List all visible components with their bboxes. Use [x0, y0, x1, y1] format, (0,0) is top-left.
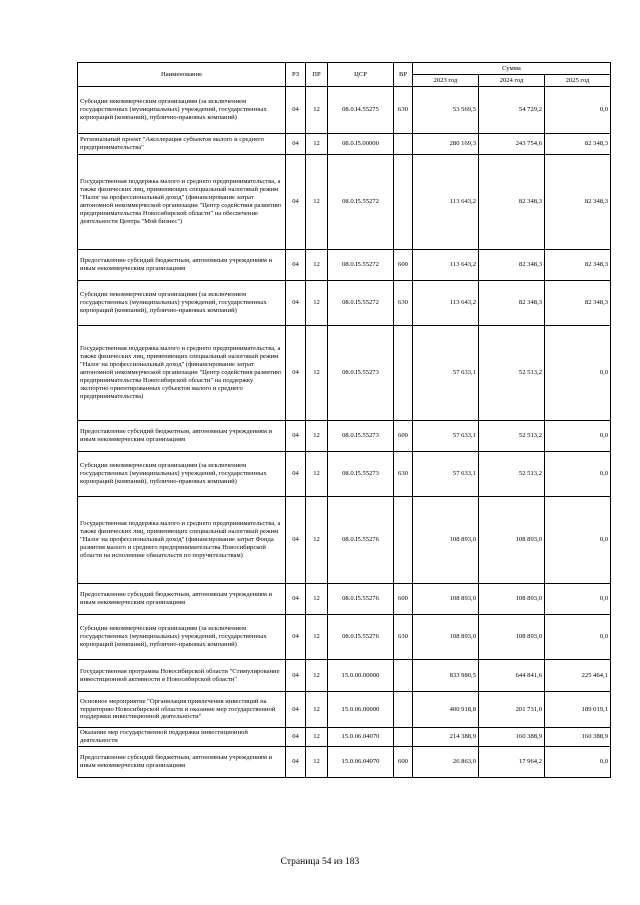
cell-y2023: 108 893,0: [413, 497, 479, 584]
cell-rz: 04: [286, 692, 306, 728]
col-header-2023: 2023 год: [413, 75, 479, 87]
cell-y2025: 189 019,1: [545, 692, 611, 728]
cell-csr: 08.0.I5.55276: [328, 615, 394, 660]
cell-y2025: 0,0: [545, 87, 611, 134]
cell-y2024: 108 893,0: [479, 615, 545, 660]
table-row: [78, 155, 611, 250]
cell-y2025: 0,0: [545, 452, 611, 497]
cell-y2023: 108 893,0: [413, 584, 479, 615]
cell-csr: 08.0.I4.55275: [328, 87, 394, 134]
table-row: [78, 692, 611, 728]
cell-y2024: 243 754,6: [479, 134, 545, 155]
cell-vr: 630: [394, 615, 413, 660]
cell-name: Субсидии некоммерческим организациям (за исключением государственных (муниципальных) учреждений, государственных корпораций (компаний), публично-правовых компаний): [78, 615, 286, 660]
cell-y2024: 108 893,0: [479, 497, 545, 584]
cell-pr: 12: [306, 452, 328, 497]
col-header-vr: ВР: [394, 63, 413, 87]
cell-y2024: 82 348,3: [479, 281, 545, 326]
cell-csr: 08.0.I5.55276: [328, 584, 394, 615]
cell-name: Субсидии некоммерческим организациям (за исключением государственных (муниципальных) учреждений, государственных корпораций (компаний), публично-правовых компаний): [78, 452, 286, 497]
cell-y2023: 214 388,9: [413, 728, 479, 747]
cell-csr: 15.0.06.04070: [328, 728, 394, 747]
col-header-sum: Сумма: [413, 63, 611, 75]
cell-pr: 12: [306, 497, 328, 584]
cell-y2025: 0,0: [545, 421, 611, 452]
cell-rz: 04: [286, 87, 306, 134]
cell-y2025: 0,0: [545, 497, 611, 584]
cell-csr: 08.0.I5.55272: [328, 155, 394, 250]
cell-y2024: 82 348,3: [479, 155, 545, 250]
cell-name: Предоставление субсидий бюджетным, автономным учреждениям и иным некоммерческим организациям: [78, 584, 286, 615]
cell-y2023: 400 918,8: [413, 692, 479, 728]
cell-y2023: 113 643,2: [413, 250, 479, 281]
cell-csr: 15.0.00.00000: [328, 660, 394, 692]
cell-pr: 12: [306, 421, 328, 452]
cell-y2025: 0,0: [545, 615, 611, 660]
table-row: [78, 250, 611, 281]
cell-csr: 08.0.I5.55273: [328, 326, 394, 421]
cell-vr: [394, 326, 413, 421]
cell-rz: 04: [286, 660, 306, 692]
table-row: [78, 134, 611, 155]
cell-name: Предоставление субсидий бюджетным, автономным учреждениям и иным некоммерческим организациям: [78, 250, 286, 281]
cell-pr: 12: [306, 615, 328, 660]
cell-vr: 600: [394, 584, 413, 615]
cell-vr: 630: [394, 87, 413, 134]
col-header-csr: ЦСР: [328, 63, 394, 87]
cell-name: Субсидии некоммерческим организациям (за исключением государственных (муниципальных) учреждений, государственных корпораций (компаний), публично-правовых компаний): [78, 87, 286, 134]
cell-y2024: 52 513,2: [479, 326, 545, 421]
cell-rz: 04: [286, 728, 306, 747]
col-header-name: Наименование: [78, 63, 286, 87]
table-row: [78, 281, 611, 326]
cell-y2024: 160 388,9: [479, 728, 545, 747]
table-row: [78, 452, 611, 497]
cell-pr: 12: [306, 728, 328, 747]
page-number: Страница 54 из 183: [280, 857, 360, 867]
cell-rz: 04: [286, 326, 306, 421]
cell-rz: 04: [286, 747, 306, 778]
cell-pr: 12: [306, 134, 328, 155]
cell-pr: 12: [306, 281, 328, 326]
cell-y2025: 82 348,3: [545, 250, 611, 281]
cell-csr: 08.0.I5.55273: [328, 421, 394, 452]
table-row: [78, 584, 611, 615]
cell-rz: 04: [286, 250, 306, 281]
cell-csr: 08.0.I5.55272: [328, 250, 394, 281]
cell-y2024: 54 729,2: [479, 87, 545, 134]
table-row: [78, 728, 611, 747]
cell-vr: [394, 497, 413, 584]
table-row: [78, 87, 611, 134]
cell-name: Предоставление субсидий бюджетным, автономным учреждениям и иным некоммерческим организациям: [78, 747, 286, 778]
cell-y2023: 26 863,0: [413, 747, 479, 778]
cell-rz: 04: [286, 134, 306, 155]
cell-vr: 630: [394, 281, 413, 326]
budget-table: [77, 62, 611, 778]
cell-pr: 12: [306, 660, 328, 692]
cell-y2025: 225 464,1: [545, 660, 611, 692]
col-header-pr: ПР: [306, 63, 328, 87]
cell-name: Оказание мер государственной поддержки инвестиционной деятельности: [78, 728, 286, 747]
cell-vr: 600: [394, 421, 413, 452]
cell-pr: 12: [306, 250, 328, 281]
cell-y2025: 82 348,3: [545, 281, 611, 326]
cell-vr: [394, 134, 413, 155]
col-header-2025: 2025 год: [545, 75, 611, 87]
cell-csr: 15.0.06.04070: [328, 747, 394, 778]
cell-y2023: 108 893,0: [413, 615, 479, 660]
cell-pr: 12: [306, 692, 328, 728]
cell-name: Государственная поддержка малого и среднего предпринимательства, а также физических лиц, применяющих специальный налоговый режим "Налог на профессиональный доход" (финансирование затрат автономной некоммерческой организации "Центр содействия развитию предпринимательства Новосибирской области" на поддержку экспортно ориентированных субъектов малого и среднего предпринимательства): [78, 326, 286, 421]
cell-name: Основное мероприятие "Организация привлечения инвестиций на территорию Новосибирской области и оказание мер государственной поддержки инвестиционной деятельности": [78, 692, 286, 728]
cell-name: Региональный проект "Акселерация субъектов малого и среднего предпринимательства": [78, 134, 286, 155]
cell-y2023: 280 169,3: [413, 134, 479, 155]
cell-rz: 04: [286, 421, 306, 452]
cell-rz: 04: [286, 615, 306, 660]
cell-name: Государственная поддержка малого и среднего предпринимательства, а также физических лиц, применяющих специальный налоговый режим "Налог на профессиональный доход" (финансирование затрат автономной некоммерческой организации "Центр содействия развитию предпринимательства Новосибирской области" на обеспечение деятельности Центра "Мой бизнес"): [78, 155, 286, 250]
cell-vr: 600: [394, 747, 413, 778]
cell-y2023: 113 643,2: [413, 281, 479, 326]
cell-y2025: 0,0: [545, 747, 611, 778]
cell-name: Государственная программа Новосибирской области "Стимулирование инвестиционной активности в Новосибирской области": [78, 660, 286, 692]
cell-y2025: 0,0: [545, 326, 611, 421]
cell-vr: 600: [394, 250, 413, 281]
cell-y2025: 0,0: [545, 584, 611, 615]
cell-y2023: 57 633,1: [413, 452, 479, 497]
cell-rz: 04: [286, 281, 306, 326]
cell-pr: 12: [306, 87, 328, 134]
cell-y2023: 53 569,5: [413, 87, 479, 134]
cell-csr: 08.0.I5.55273: [328, 452, 394, 497]
cell-vr: [394, 728, 413, 747]
cell-csr: 08.0.I5.55276: [328, 497, 394, 584]
cell-name: Предоставление субсидий бюджетным, автономным учреждениям и иным некоммерческим организациям: [78, 421, 286, 452]
cell-vr: [394, 155, 413, 250]
col-header-rz: РЗ: [286, 63, 306, 87]
table-row: [78, 421, 611, 452]
cell-csr: 08.0.I5.00000: [328, 134, 394, 155]
cell-rz: 04: [286, 452, 306, 497]
col-header-2024: 2024 год: [479, 75, 545, 87]
table-row: [78, 660, 611, 692]
cell-rz: 04: [286, 497, 306, 584]
cell-y2023: 57 633,1: [413, 326, 479, 421]
cell-y2023: 57 633,1: [413, 421, 479, 452]
cell-y2025: 160 388,9: [545, 728, 611, 747]
cell-y2025: 82 348,3: [545, 134, 611, 155]
cell-vr: 630: [394, 452, 413, 497]
cell-y2024: 82 348,3: [479, 250, 545, 281]
cell-y2024: 52 513,2: [479, 421, 545, 452]
cell-pr: 12: [306, 747, 328, 778]
cell-name: Субсидии некоммерческим организациям (за исключением государственных (муниципальных) учреждений, государственных корпораций (компаний), публично-правовых компаний): [78, 281, 286, 326]
table-row: [78, 747, 611, 778]
cell-vr: [394, 692, 413, 728]
cell-y2024: 644 841,6: [479, 660, 545, 692]
cell-name: Государственная поддержка малого и среднего предпринимательства, а также физических лиц, применяющих специальный налоговый режим "Налог на профессиональный доход" (финансирование затрат Фонда развития малого и среднего предпринимательства Новосибирской области на исполнение обязательств по поручительствам): [78, 497, 286, 584]
cell-csr: 08.0.I5.55272: [328, 281, 394, 326]
table-body: [78, 87, 611, 778]
cell-y2025: 82 348,3: [545, 155, 611, 250]
cell-rz: 04: [286, 584, 306, 615]
cell-rz: 04: [286, 155, 306, 250]
cell-y2024: 17 964,2: [479, 747, 545, 778]
table-row: [78, 615, 611, 660]
cell-pr: 12: [306, 155, 328, 250]
cell-csr: 15.0.06.00000: [328, 692, 394, 728]
cell-y2024: 201 731,0: [479, 692, 545, 728]
table-row: [78, 326, 611, 421]
cell-y2024: 108 893,0: [479, 584, 545, 615]
cell-y2024: 52 513,2: [479, 452, 545, 497]
cell-vr: [394, 660, 413, 692]
cell-pr: 12: [306, 326, 328, 421]
cell-pr: 12: [306, 584, 328, 615]
cell-y2023: 833 980,5: [413, 660, 479, 692]
table-row: [78, 497, 611, 584]
cell-y2023: 113 643,2: [413, 155, 479, 250]
